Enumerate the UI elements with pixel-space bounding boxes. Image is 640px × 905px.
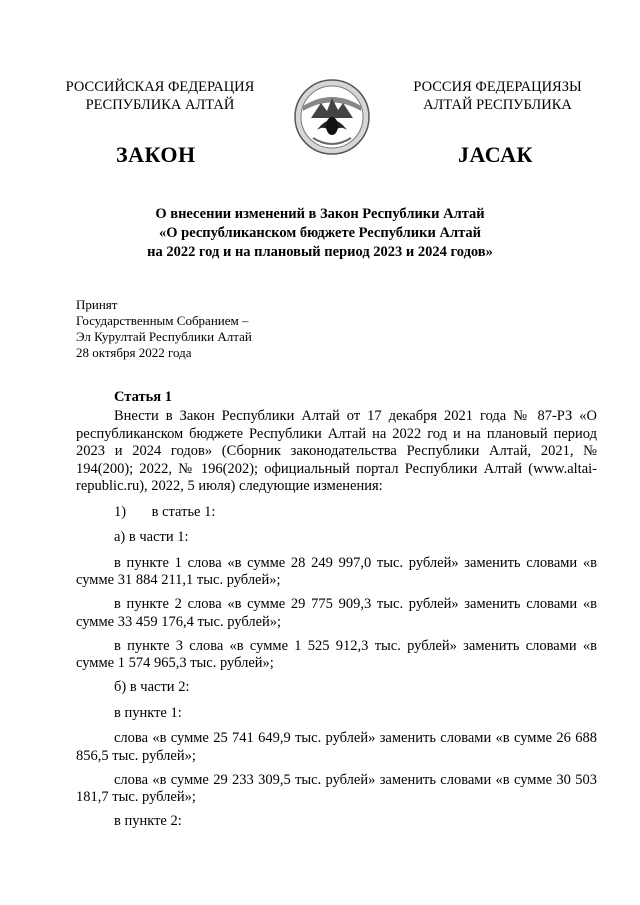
header-left-line1: РОССИЙСКАЯ ФЕДЕРАЦИЯ (65, 79, 255, 95)
item-1-number: 1) (114, 503, 127, 520)
header-left (40, 78, 280, 114)
law-title-right: JАСАК (458, 142, 533, 167)
title-line1: О внесении изменений в Закон Республики Алтай (155, 206, 485, 222)
part-b-point-2: в пункте 2: (114, 813, 182, 829)
part-b-point-1: в пункте 1: (114, 704, 182, 721)
article-body (76, 408, 597, 839)
item-1 (114, 504, 597, 522)
coat-of-arms-icon (293, 78, 371, 156)
part-b: б) в части 2: (114, 679, 190, 695)
accepted-line3: Эл Курултай Республики Алтай (76, 329, 252, 344)
words-replacement-1: слова «в сумме 25 741 649,9 тыс. рублей» заменить словами «в сумме 26 688 856,5 тыс. рублей»; (76, 730, 597, 764)
accepted-line1: Принят (76, 297, 118, 312)
item-1-text: в статье 1: (151, 503, 216, 520)
header-right-line2: АЛТАЙ РЕСПУБЛИКА (423, 97, 572, 113)
paragraph-point-3: в пункте 3 слова «в сумме 1 525 912,3 тыс. рублей» заменить словами «в сумме 1 574 965,3 тыс. рублей»; (76, 637, 597, 671)
header-right-line1: РОССИЯ ФЕДЕРАЦИЯЗЫ (413, 79, 582, 95)
part-a: а) в части 1: (114, 529, 189, 545)
document-title (0, 205, 640, 262)
title-line3: на 2022 год и на плановый период 2023 и 2024 годов» (147, 244, 493, 260)
article-intro: Внести в Закон Республики Алтай от 17 декабря 2021 года № 87-РЗ «О республиканском бюджете Республики Алтай на 2022 год и на плановый период 2023 и 2024 годов» (Сборник законодательства Республики Алтай, 2021, № 194(200); 2022, № 196(202); официальный портал Республики Алтай (www.altai-republic.ru), 2022, 5 июля) следующие изменения: (76, 408, 597, 494)
accepted-block (76, 297, 252, 361)
accepted-line2: Государственным Собранием – (76, 313, 249, 328)
paragraph-point-2: в пункте 2 слова «в сумме 29 775 909,3 тыс. рублей» заменить словами «в сумме 33 459 176,4 тыс. рублей»; (76, 596, 597, 630)
words-replacement-2: слова «в сумме 29 233 309,5 тыс. рублей» заменить словами «в сумме 30 503 181,7 тыс. рублей»; (76, 771, 597, 805)
law-title-left: ЗАКОН (116, 142, 196, 167)
article-heading: Статья 1 (114, 389, 172, 405)
accepted-date: 28 октября 2022 года (76, 345, 192, 360)
paragraph-point-1: в пункте 1 слова «в сумме 28 249 997,0 тыс. рублей» заменить словами «в сумме 31 884 211,1 тыс. рублей»; (76, 554, 597, 588)
header-right (380, 78, 615, 114)
header-left-line2: РЕСПУБЛИКА АЛТАЙ (85, 97, 235, 113)
title-line2: «О республиканском бюджете Республики Алтай (158, 225, 481, 241)
